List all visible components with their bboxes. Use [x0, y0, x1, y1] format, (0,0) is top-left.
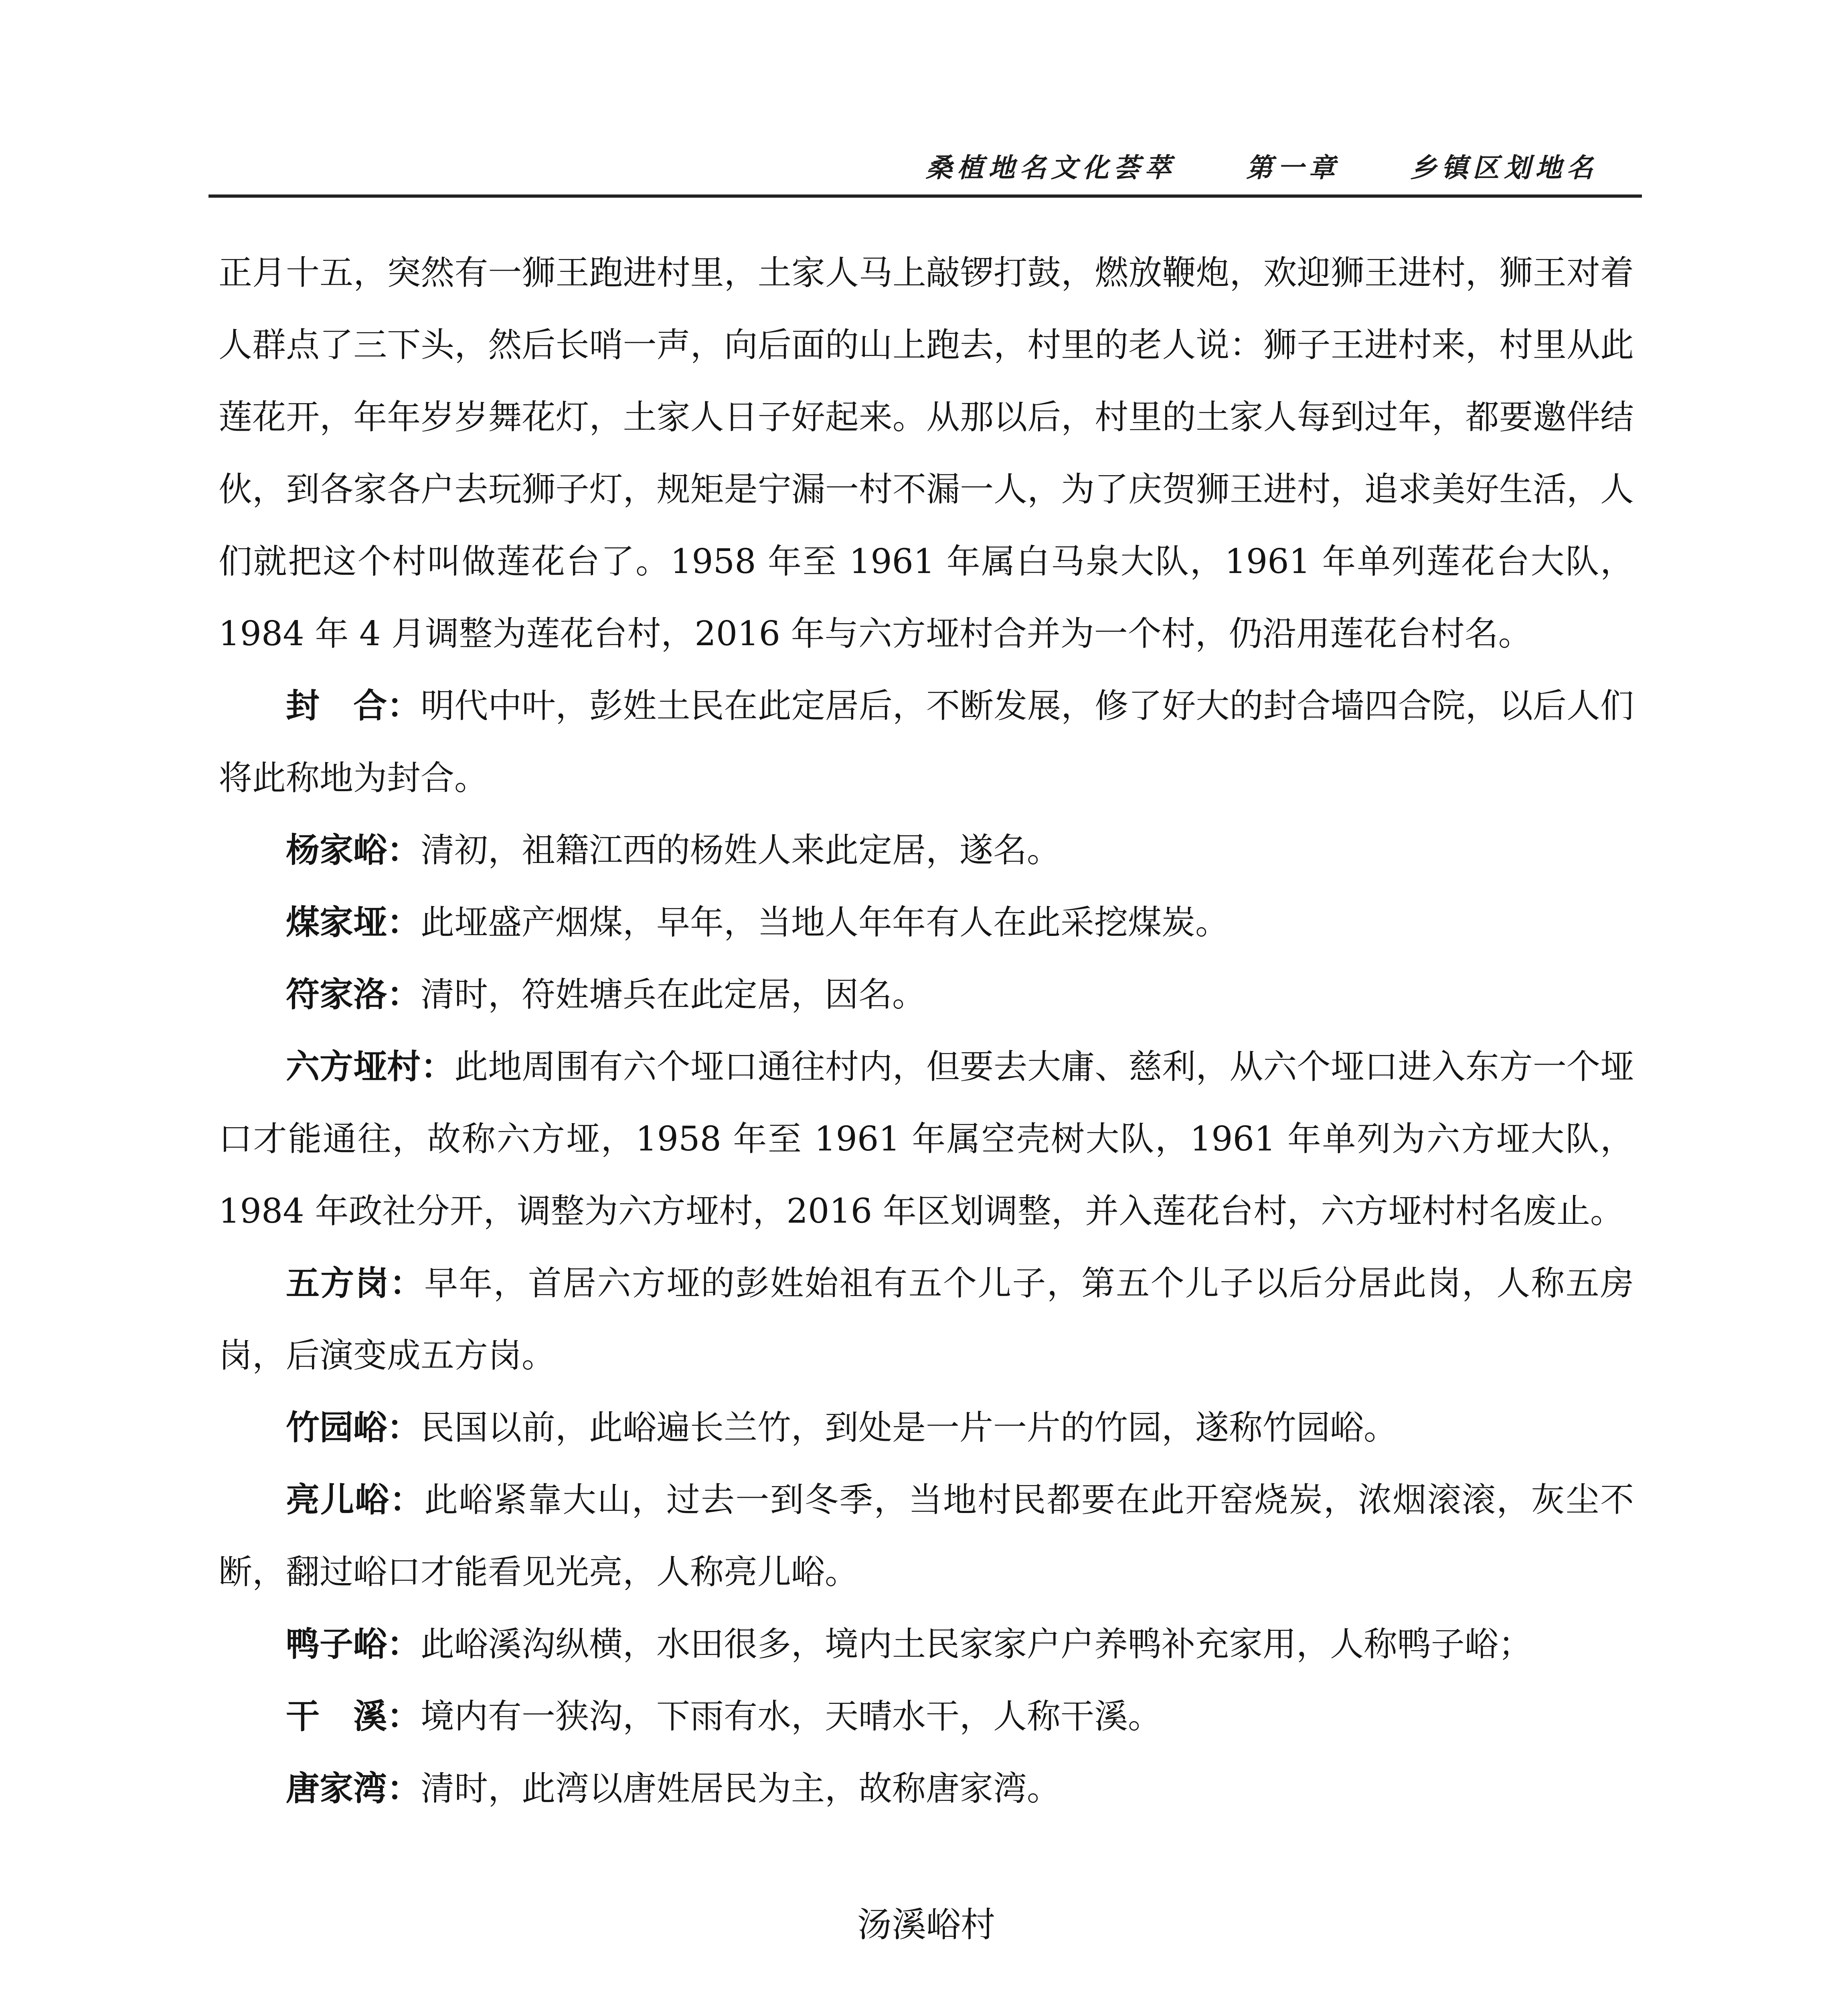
- entry-text: 此峪溪沟纵横，水田很多，境内土民家家户户养鸭补充家用，人称鸭子峪；: [421, 1624, 1532, 1664]
- entry-term: 亮儿峪：: [286, 1480, 425, 1519]
- entry-wufanggang: [219, 1247, 1634, 1391]
- entry-term: 干 溪：: [286, 1697, 421, 1736]
- entry-text: 民国以前，此峪遍长兰竹，到处是一片一片的竹园，遂称竹园峪。: [421, 1408, 1398, 1447]
- header-section: 乡镇区划地名: [1410, 152, 1598, 183]
- entry-text: 明代中叶，彭姓土民在此定居后，不断发展，修了好大的封合墙四合院，以后人们将此称地为封合。: [219, 686, 1634, 798]
- entry-text: 清时，符姓塘兵在此定居，因名。: [421, 975, 926, 1014]
- entry-term: 六方垭村：: [286, 1047, 455, 1086]
- header-text: [926, 146, 1598, 184]
- entry-text: 境内有一狭沟，下雨有水，天晴水干，人称干溪。: [421, 1697, 1162, 1736]
- entry-text: 此垭盛产烟煤，早年，当地人年年有人在此采挖煤炭。: [421, 903, 1229, 942]
- entry-fujialuo: [219, 958, 1634, 1031]
- page-body: [219, 237, 1634, 2005]
- entry-liangeryu: [219, 1464, 1634, 1608]
- entry-term: 竹园峪：: [286, 1408, 421, 1447]
- entry-term: 鸭子峪：: [286, 1624, 421, 1664]
- entry-text: 此地周围有六个垭口通往村内，但要去大庸、慈利，从六个垭口进入东方一个垭口才能通往，故称六方垭，1958 年至 1961 年属空壳树大队，1961 年单列为六方垭大队，1984 年政社分开，调整为六方垭村，2016 年区划调整，并入莲花台村，六方垭村村名废止。: [219, 1047, 1634, 1231]
- entry-term: 封 合：: [286, 686, 421, 725]
- entry-tangjiawan: [219, 1752, 1634, 1825]
- entry-term: 符家洛：: [286, 975, 421, 1014]
- header-chapter: 第一章: [1246, 152, 1340, 183]
- entry-term: 五方岗：: [286, 1264, 425, 1303]
- entry-text: 清初，祖籍江西的杨姓人来此定居，遂名。: [421, 830, 1061, 870]
- entry-liufangya-village: [219, 1031, 1634, 1247]
- entry-meijiaya: [219, 886, 1634, 958]
- entry-text: 清时，此湾以唐姓居民为主，故称唐家湾。: [421, 1769, 1061, 1808]
- running-header: [208, 142, 1642, 198]
- entry-term: 唐家湾：: [286, 1769, 421, 1808]
- entry-zhuyuanyu: [219, 1391, 1634, 1464]
- entry-text: 早年，首居六方垭的彭姓始祖有五个儿子，第五个儿子以后分居此岗，人称五房岗，后演变成五方岗。: [219, 1264, 1634, 1375]
- entry-yaziyu: [219, 1608, 1634, 1680]
- section-title: 汤溪峪村: [857, 1905, 995, 1945]
- entry-fenghe: [219, 670, 1634, 814]
- intro-paragraph: 正月十五，突然有一狮王跑进村里，土家人马上敲锣打鼓，燃放鞭炮，欢迎狮王进村，狮王对着人群点了三下头，然后长哨一声，向后面的山上跑去，村里的老人说：狮子王进村来，村里从此莲花开，年年岁岁舞花灯，土家人日子好起来。从那以后，村里的土家人每到过年，都要邀伴结伙，到各家各户去玩狮子灯，规矩是宁漏一村不漏一人，为了庆贺狮王进村，追求美好生活，人们就把这个村叫做莲花台了。1958 年至 1961 年属白马泉大队，1961 年单列莲花台大队，1984 年 4 月调整为莲花台村，2016 年与六方垭村合并为一个村，仍沿用莲花台村名。: [219, 253, 1634, 653]
- entry-term: 煤家垭：: [286, 903, 421, 942]
- entry-term: 杨家峪：: [286, 830, 421, 870]
- entry-text: 此峪紧靠大山，过去一到冬季，当地村民都要在此开窑烧炭，浓烟滚滚，灰尘不断，翻过峪口才能看见光亮，人称亮儿峪。: [219, 1480, 1634, 1592]
- header-book-title: 桑植地名文化荟萃: [926, 152, 1176, 183]
- entry-yangjiayu: [219, 814, 1634, 886]
- entry-ganxi: [219, 1680, 1634, 1752]
